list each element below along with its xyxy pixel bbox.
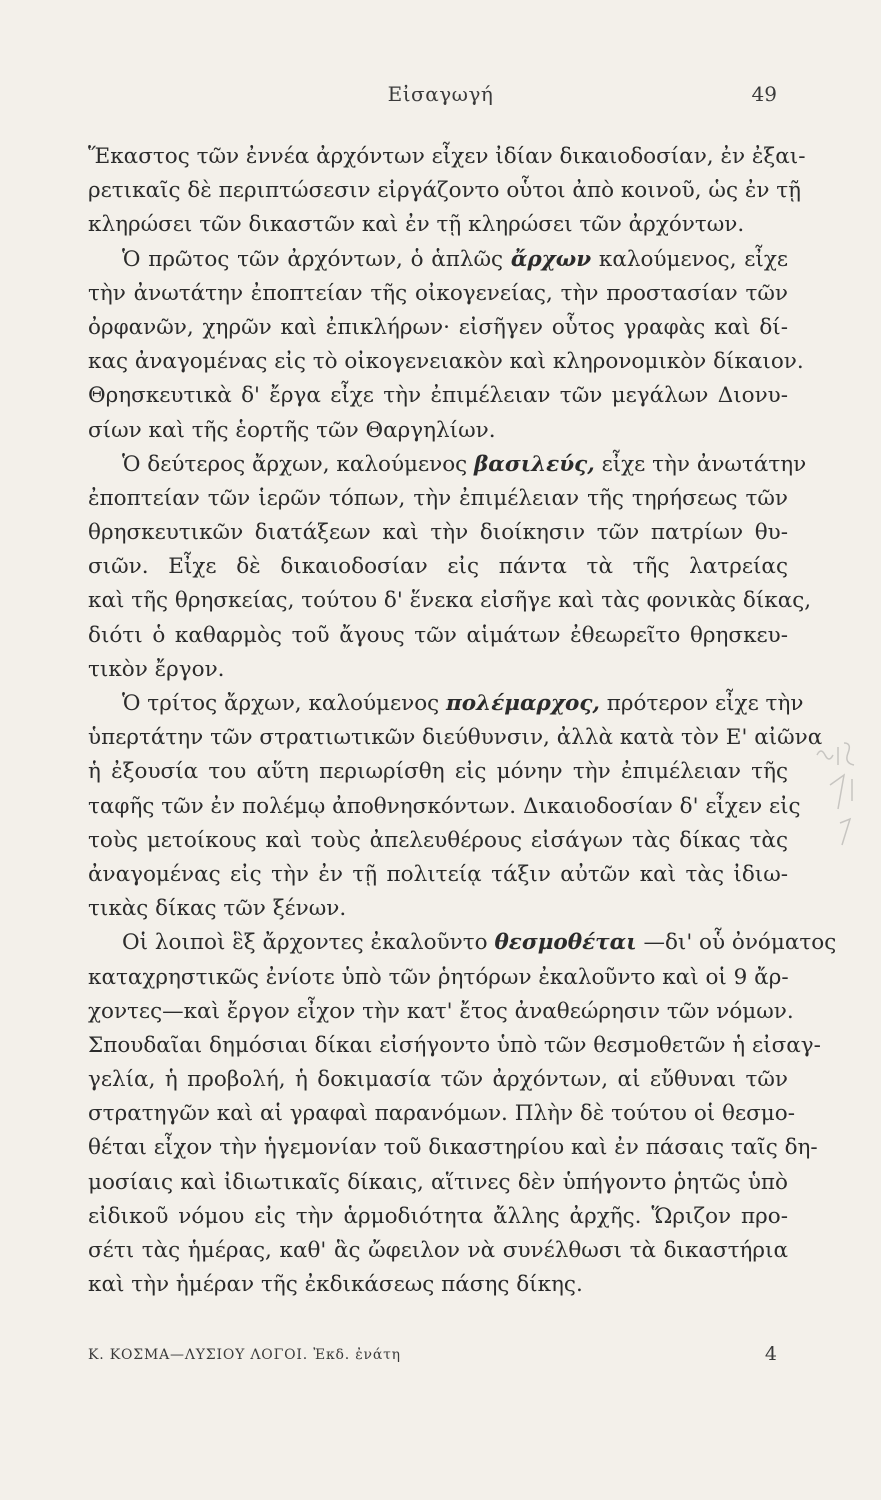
text-line: Ἕκαστος τῶν ἐννέα ἀρχόντων εἶχεν ἰδίαν δικαιοδοσίαν, ἐν ἐξαι- bbox=[88, 144, 806, 169]
term-basileus: βασιλεύς, bbox=[474, 451, 595, 477]
paragraph bbox=[88, 448, 812, 687]
text-line: ρετικαῖς δὲ περιπτώσεσιν εἰργάζοντο οὗτοι ἀπὸ κοινοῦ, ὡς ἐν τῇ bbox=[88, 178, 802, 204]
paragraph bbox=[88, 243, 804, 448]
text-fragment: εἶχε τὴν ἀνωτάτην bbox=[594, 451, 807, 477]
text-line: ἡ ἐξουσία του αὕτη περιωρίσθη εἰς μόνην τὴν ἐπιμέλειαν τῆς bbox=[88, 759, 788, 785]
paragraph bbox=[88, 687, 823, 926]
text-line: διότι ὁ καθαρμὸς τοῦ ἄγους τῶν αἱμάτων ἐθεωρεῖτο θρησκευ- bbox=[88, 622, 788, 648]
text-line: εἰδικοῦ νόμου εἰς τὴν ἁρμοδιότητα ἄλλης ἀρχῆς. Ὥριζον προ- bbox=[88, 1203, 788, 1229]
text-line: μοσίαις καὶ ἰδιωτικαῖς δίκαις, αἵτινες δὲν ὑπήγοντο ῥητῶς ὑπὸ bbox=[88, 1169, 788, 1195]
text-line: χοντες—καὶ ἔργον εἶχον τὴν κατ' ἔτος ἀναθεώρησιν τῶν νόμων. bbox=[88, 998, 794, 1024]
text-line: σέτι τὰς ἡμέρας, καθ' ἃς ὤφειλον νὰ συνέλθωσι τὰ δικαστήρια bbox=[88, 1238, 788, 1263]
text-line: θέται εἶχον τὴν ἡγεμονίαν τοῦ δικαστηρίου καὶ ἐν πάσαις ταῖς δη- bbox=[88, 1135, 818, 1161]
text-line: ἀναγομένας εἰς τὴν ἐν τῇ πολιτείᾳ τάξιν αὐτῶν καὶ τὰς ἰδιω- bbox=[88, 861, 788, 887]
text-line bbox=[88, 448, 807, 482]
text-line: κληρώσει τῶν δικαστῶν καὶ ἐν τῇ κληρώσει τῶν ἀρχόντων. bbox=[88, 212, 745, 238]
text-line: ταφῆς τῶν ἐν πολέμῳ ἀποθνησκόντων. Δικαιοδοσίαν δ' εἶχεν εἰς bbox=[88, 793, 801, 819]
pencil-mark-icon bbox=[812, 735, 872, 855]
text-fragment: Οἱ λοιποὶ ἓξ ἄρχοντες ἐκαλοῦντο bbox=[122, 930, 495, 956]
text-fragment: Ὁ δεύτερος ἄρχων, καλούμενος bbox=[122, 451, 475, 477]
text-fragment: Ὁ τρίτος ἄρχων, καλούμενος bbox=[122, 691, 447, 716]
text-line: σίων καὶ τῆς ἑορτῆς τῶν Θαργηλίων. bbox=[88, 417, 496, 443]
text-line bbox=[88, 926, 837, 960]
paragraph bbox=[88, 926, 837, 1302]
text-fragment: —δι' οὗ ὀνόματος bbox=[636, 930, 837, 956]
signature-mark: 4 bbox=[764, 1343, 777, 1365]
text-line: καὶ τῆς θρησκείας, τούτου δ' ἕνεκα εἰσῆγε καὶ τὰς φονικὰς δίκας, bbox=[88, 588, 812, 614]
text-line: κας ἀναγομένας εἰς τὸ οἰκογενειακὸν καὶ κληρονομικὸν δίκαιον. bbox=[88, 349, 804, 375]
text-line: Θρησκευτικὰ δ' ἔργα εἶχε τὴν ἐπιμέλειαν τῶν μεγάλων Διονυ- bbox=[88, 383, 788, 409]
term-archon: ἄρχων bbox=[510, 246, 592, 272]
text-line: τὴν ἀνωτάτην ἐποπτείαν τῆς οἰκογενείας, τὴν προστασίαν τῶν bbox=[88, 280, 788, 306]
text-line: καὶ τὴν ἡμέραν τῆς ἐκδικάσεως πάσης δίκης. bbox=[88, 1272, 583, 1298]
text-fragment: Ὁ πρῶτος τῶν ἀρχόντων, ὁ ἁπλῶς bbox=[122, 246, 511, 272]
text-line: τοὺς μετοίκους καὶ τοὺς ἀπελευθέρους εἰσάγων τὰς δίκας τὰς bbox=[88, 827, 788, 853]
text-line: ὀρφανῶν, χηρῶν καὶ ἐπικλήρων· εἰσῆγεν οὗτος γραφὰς καὶ δί- bbox=[88, 314, 788, 340]
text-line: στρατηγῶν καὶ αἱ γραφαὶ παρανόμων. Πλὴν δὲ τούτου οἱ θεσμο- bbox=[88, 1101, 795, 1127]
term-polemarchos: πολέμαρχος, bbox=[446, 691, 600, 716]
text-line bbox=[88, 243, 788, 277]
text-line: Σπουδαῖαι δημόσιαι δίκαι εἰσήγοντο ὑπὸ τῶν θεσμοθετῶν ἡ εἰσαγ- bbox=[88, 1032, 821, 1058]
text-line: καταχρηστικῶς ἐνίοτε ὑπὸ τῶν ῥητόρων ἐκαλοῦντο καὶ οἱ 9 ἄρ- bbox=[88, 964, 789, 990]
printer-signature-line: Κ. ΚΟΣΜΑ—ΛΥΣΙΟΥ ΛΟΓΟΙ. Ἐκδ. ἐνάτη bbox=[88, 1347, 401, 1363]
text-line: ἐποπτείαν τῶν ἱερῶν τόπων, τὴν ἐπιμέλειαν τῆς τηρήσεως τῶν bbox=[88, 485, 788, 511]
text-fragment: πρότερον εἶχε τὴν bbox=[599, 691, 804, 716]
paragraph bbox=[88, 140, 806, 243]
text-line: γελία, ἡ προβολή, ἡ δοκιμασία τῶν ἀρχόντων, αἱ εὔθυναι τῶν bbox=[88, 1067, 788, 1093]
text-line: τικὸν ἔργον. bbox=[88, 656, 225, 682]
text-line: σιῶν. Εἶχε δὲ δικαιοδοσίαν εἰς πάντα τὰ τῆς λατρείας bbox=[88, 554, 788, 580]
term-thesmothetai: θεσμοθέται bbox=[494, 930, 637, 956]
text-line: ὑπερτάτην τῶν στρατιωτικῶν διεύθυνσιν, ἀλλὰ κατὰ τὸν Ε' αἰῶνα bbox=[88, 725, 823, 751]
page-number: 49 bbox=[751, 82, 777, 106]
text-line bbox=[88, 687, 804, 721]
text-line: θρησκευτικῶν διατάξεων καὶ τὴν διοίκησιν τῶν πατρίων θυ- bbox=[88, 520, 788, 546]
body-text bbox=[88, 140, 837, 1302]
text-line: τικὰς δίκας τῶν ξένων. bbox=[88, 896, 347, 922]
text-fragment: καλούμενος, εἶχε bbox=[591, 246, 788, 272]
running-header-title: Εἰσαγωγή bbox=[387, 82, 494, 106]
